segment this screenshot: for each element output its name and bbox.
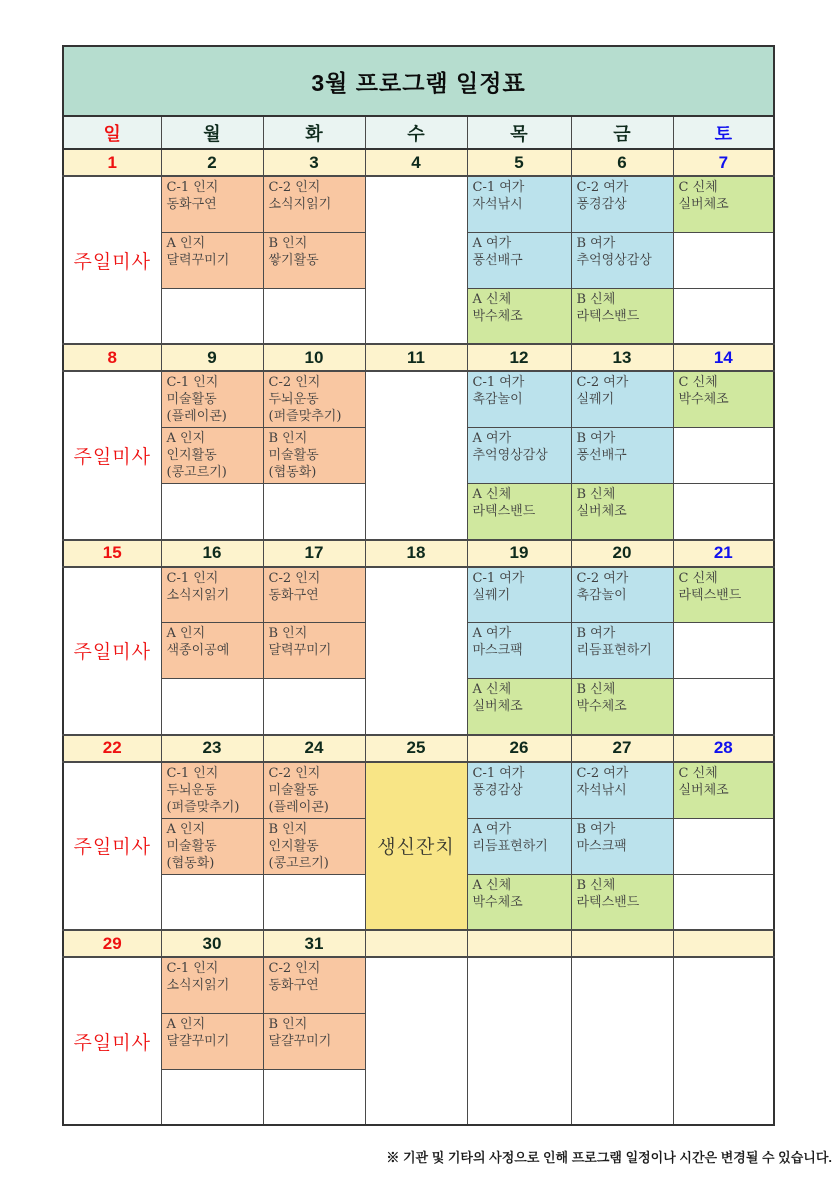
activity-text-line: B 신체 xyxy=(576,291,616,307)
activity-text-line: C-2 인지 xyxy=(268,570,321,586)
sunday-mass-cell-w4-sun xyxy=(63,762,161,931)
activity-text-line: B 여가 xyxy=(576,235,616,251)
activity-text-line: (퍼즐맞추기) xyxy=(268,409,342,424)
activity-text-line: 실버체조 xyxy=(576,504,627,519)
date-cell-w5-sat xyxy=(673,930,774,957)
activity-cell-w5-mon-r2 xyxy=(161,1013,263,1069)
activity-cell-w2-fri-r3 xyxy=(571,484,673,540)
activity-text-line: (플레이콘) xyxy=(166,409,227,424)
date-row-w3 xyxy=(63,540,774,567)
activity-text-line: A 인지 xyxy=(166,821,206,837)
activity-cell-w2-sat-r2 xyxy=(673,428,774,484)
activity-text-line: B 여가 xyxy=(576,626,616,641)
activity-cell-w1-tue-r1 xyxy=(263,176,365,232)
empty-column-cell-w5-wed xyxy=(365,957,467,1125)
activity-cell-w4-mon-r1 xyxy=(161,762,263,819)
activity-text-line: C-1 인지 xyxy=(166,375,219,390)
empty-column-cell-w5-fri xyxy=(571,957,673,1125)
activity-text-line: 동화구연 xyxy=(268,978,319,993)
activity-text-line: 인지활동 xyxy=(268,838,319,854)
sunday-mass-cell-w2-sun xyxy=(63,371,161,540)
date-cell-w2-mon: 9 xyxy=(161,344,263,371)
activity-text-line: C-2 인지 xyxy=(268,180,321,195)
activity-text-line: 풍선배구 xyxy=(576,448,627,463)
date-row-w5 xyxy=(63,930,774,957)
activity-text-line: A 신체 xyxy=(472,487,512,502)
activity-cell-w1-mon-r2 xyxy=(161,232,263,288)
page-title: 3월 프로그램 일정표 xyxy=(63,46,774,116)
date-cell-w3-sat: 21 xyxy=(673,540,774,567)
date-row-w4 xyxy=(63,735,774,762)
activity-cell-w1-tue-r2 xyxy=(263,232,365,288)
activity-text-line: B 인지 xyxy=(268,431,308,446)
weekday-header-row xyxy=(63,116,774,149)
activity-cell-w3-tue-r2 xyxy=(263,623,365,679)
activity-cell-w4-tue-r3 xyxy=(263,874,365,930)
activity-cell-w5-tue-r1 xyxy=(263,957,365,1013)
activity-cell-w4-thu-r2 xyxy=(467,818,571,874)
activity-text-line: B 인지 xyxy=(268,821,308,837)
activity-row-w4-r1 xyxy=(63,762,774,819)
date-cell-w1-wed: 4 xyxy=(365,149,467,176)
activity-text-line: 소식지읽기 xyxy=(166,587,230,603)
sunday-mass-label: 주일미사 xyxy=(73,1031,151,1054)
sunday-mass-cell-w1-sun xyxy=(63,176,161,344)
activity-cell-w1-sat-r1 xyxy=(673,176,774,232)
date-cell-w3-thu: 19 xyxy=(467,540,571,567)
activity-text-line: 달력꾸미기 xyxy=(166,252,230,268)
activity-text-line: 실버체조 xyxy=(678,197,729,212)
activity-text-line: 두뇌운동 xyxy=(166,782,217,798)
activity-text-line: 미술활동 xyxy=(268,448,319,463)
activity-text-line: 추억영상감상 xyxy=(472,448,548,463)
date-cell-w1-fri: 6 xyxy=(571,149,673,176)
activity-text-line: 쌓기활동 xyxy=(268,252,319,268)
activity-cell-w3-sat-r3 xyxy=(673,679,774,735)
activity-text-line: B 인지 xyxy=(268,1016,308,1032)
activity-text-line: A 신체 xyxy=(472,291,512,307)
calendar-table xyxy=(62,45,775,1126)
title-row xyxy=(63,46,774,116)
activity-text-line: 박수체조 xyxy=(472,308,523,324)
weekday-header-fri: 금 xyxy=(571,116,673,149)
activity-text-line: A 신체 xyxy=(472,682,512,697)
activity-text-line: C-2 여가 xyxy=(576,180,629,195)
activity-text-line: 색종이공예 xyxy=(166,643,230,658)
date-cell-w4-fri: 27 xyxy=(571,735,673,762)
activity-text-line: (협동화) xyxy=(268,465,317,480)
date-cell-w2-fri: 13 xyxy=(571,344,673,371)
activity-cell-w4-sat-r1 xyxy=(673,762,774,819)
activity-text-line: A 인지 xyxy=(166,1016,206,1032)
activity-cell-w3-thu-r3 xyxy=(467,679,571,735)
activity-cell-w1-sat-r3 xyxy=(673,288,774,344)
activity-cell-w2-fri-r1 xyxy=(571,371,673,428)
activity-cell-w1-fri-r1 xyxy=(571,176,673,232)
activity-cell-w2-thu-r3 xyxy=(467,484,571,540)
activity-text-line: B 인지 xyxy=(268,626,308,641)
activity-cell-w2-tue-r3 xyxy=(263,484,365,540)
activity-text-line: 마스크팩 xyxy=(576,838,627,854)
date-cell-w1-tue: 3 xyxy=(263,149,365,176)
activity-cell-w4-tue-r2 xyxy=(263,818,365,874)
date-cell-w4-mon: 23 xyxy=(161,735,263,762)
date-cell-w3-mon: 16 xyxy=(161,540,263,567)
empty-column-cell-w3-wed xyxy=(365,567,467,735)
date-cell-w1-thu: 5 xyxy=(467,149,571,176)
sunday-mass-cell-w3-sun xyxy=(63,567,161,735)
activity-cell-w3-thu-r2 xyxy=(467,623,571,679)
date-cell-w5-fri xyxy=(571,930,673,957)
activity-text-line: 라텍스밴드 xyxy=(576,308,640,324)
activity-text-line: 달력꾸미기 xyxy=(268,643,332,658)
activity-text-line: C-2 여가 xyxy=(576,570,629,586)
activity-cell-w3-tue-r3 xyxy=(263,679,365,735)
activity-cell-w2-thu-r2 xyxy=(467,428,571,484)
activity-cell-w4-sat-r2 xyxy=(673,818,774,874)
date-cell-w3-fri: 20 xyxy=(571,540,673,567)
activity-cell-w4-mon-r2 xyxy=(161,818,263,874)
birthday-party-cell-w4-wed xyxy=(365,762,467,931)
activity-cell-w1-mon-r3 xyxy=(161,288,263,344)
activity-cell-w1-mon-r1 xyxy=(161,176,263,232)
empty-column-cell-w1-wed xyxy=(365,176,467,344)
activity-cell-w3-mon-r2 xyxy=(161,623,263,679)
date-cell-w4-sat: 28 xyxy=(673,735,774,762)
activity-text-line: 촉감놀이 xyxy=(576,587,627,603)
activity-text-line: C-1 인지 xyxy=(166,180,219,195)
activity-text-line: C-2 인지 xyxy=(268,765,321,781)
sunday-mass-label: 주일미사 xyxy=(73,445,151,468)
activity-text-line: 미술활동 xyxy=(166,392,217,407)
activity-cell-w3-sat-r2 xyxy=(673,623,774,679)
activity-text-line: 풍선배구 xyxy=(472,252,523,268)
activity-cell-w1-thu-r1 xyxy=(467,176,571,232)
activity-cell-w2-thu-r1 xyxy=(467,371,571,428)
activity-text-line: 실버체조 xyxy=(472,699,523,714)
activity-cell-w2-mon-r2 xyxy=(161,428,263,484)
activity-cell-w3-mon-r1 xyxy=(161,567,263,623)
activity-text-line: C-2 인지 xyxy=(268,375,321,390)
activity-text-line: 리듬표현하기 xyxy=(576,643,652,658)
date-cell-w5-mon: 30 xyxy=(161,930,263,957)
activity-cell-w2-mon-r1 xyxy=(161,371,263,428)
activity-text-line: 박수체조 xyxy=(472,894,523,910)
date-cell-w5-tue: 31 xyxy=(263,930,365,957)
activity-text-line: (플레이콘) xyxy=(268,799,329,815)
date-cell-w5-thu xyxy=(467,930,571,957)
date-cell-w2-wed: 11 xyxy=(365,344,467,371)
activity-cell-w1-thu-r2 xyxy=(467,232,571,288)
activity-text-line: C-1 여가 xyxy=(472,180,525,195)
activity-text-line: B 신체 xyxy=(576,682,616,697)
activity-cell-w3-sat-r1 xyxy=(673,567,774,623)
activity-cell-w1-thu-r3 xyxy=(467,288,571,344)
activity-cell-w3-thu-r1 xyxy=(467,567,571,623)
activity-text-line: 추억영상감상 xyxy=(576,252,652,268)
activity-text-line: (퍼즐맞추기) xyxy=(166,799,240,815)
activity-text-line: 라텍스밴드 xyxy=(472,504,536,519)
activity-text-line: C 신체 xyxy=(678,180,718,195)
activity-row-w3-r1 xyxy=(63,567,774,623)
activity-text-line: 달걀꾸미기 xyxy=(268,1033,332,1049)
footer-note: ※ 기관 및 기타의 사정으로 인해 프로그램 일정이나 시간은 변경될 수 있습니다. xyxy=(386,1150,832,1165)
sunday-mass-cell-w5-sun xyxy=(63,957,161,1125)
activity-cell-w2-fri-r2 xyxy=(571,428,673,484)
activity-cell-w4-fri-r3 xyxy=(571,874,673,930)
activity-text-line: A 인지 xyxy=(166,626,206,641)
activity-cell-w5-mon-r1 xyxy=(161,957,263,1013)
activity-cell-w4-sat-r3 xyxy=(673,874,774,930)
activity-text-line: B 신체 xyxy=(576,487,616,502)
empty-column-cell-w5-thu xyxy=(467,957,571,1125)
activity-cell-w2-tue-r2 xyxy=(263,428,365,484)
activity-text-line: (콩고르기) xyxy=(268,855,329,871)
activity-text-line: 동화구연 xyxy=(166,197,217,212)
date-cell-w1-sun: 1 xyxy=(63,149,161,176)
date-cell-w1-mon: 2 xyxy=(161,149,263,176)
sunday-mass-label: 주일미사 xyxy=(73,836,151,859)
activity-text-line: (협동화) xyxy=(166,855,215,871)
date-cell-w4-sun: 22 xyxy=(63,735,161,762)
activity-cell-w2-mon-r3 xyxy=(161,484,263,540)
activity-text-line: 실버체조 xyxy=(678,782,729,798)
activity-cell-w4-thu-r3 xyxy=(467,874,571,930)
activity-cell-w3-fri-r3 xyxy=(571,679,673,735)
activity-cell-w4-mon-r3 xyxy=(161,874,263,930)
activity-cell-w4-fri-r2 xyxy=(571,818,673,874)
activity-cell-w5-tue-r2 xyxy=(263,1013,365,1069)
activity-row-w1-r1 xyxy=(63,176,774,232)
activity-text-line: 실꿰기 xyxy=(472,587,511,603)
activity-text-line: 풍경감상 xyxy=(576,197,627,212)
activity-text-line: 라텍스밴드 xyxy=(576,894,640,910)
activity-text-line: C 신체 xyxy=(678,375,718,390)
activity-text-line: B 여가 xyxy=(576,431,616,446)
activity-text-line: C-1 인지 xyxy=(166,961,219,976)
birthday-party-label: 생신잔치 xyxy=(377,836,455,859)
activity-cell-w2-sat-r1 xyxy=(673,371,774,428)
activity-text-line: C-1 인지 xyxy=(166,765,219,781)
date-row-w2 xyxy=(63,344,774,371)
march-program-calendar xyxy=(62,45,773,1126)
activity-row-w5-r1 xyxy=(63,957,774,1013)
activity-text-line: C-2 여가 xyxy=(576,375,629,390)
weekday-header-mon: 월 xyxy=(161,116,263,149)
activity-text-line: B 인지 xyxy=(268,235,308,251)
activity-text-line: C 신체 xyxy=(678,765,718,781)
activity-cell-w3-fri-r1 xyxy=(571,567,673,623)
weekday-header-thu: 목 xyxy=(467,116,571,149)
date-row-w1 xyxy=(63,149,774,176)
activity-text-line: A 여가 xyxy=(472,431,512,446)
activity-text-line: 실꿰기 xyxy=(576,392,615,407)
activity-text-line: 리듬표현하기 xyxy=(472,838,548,854)
date-cell-w2-sat: 14 xyxy=(673,344,774,371)
activity-text-line: C-1 인지 xyxy=(166,570,219,586)
activity-text-line: C-1 여가 xyxy=(472,765,525,781)
activity-text-line: 박수체조 xyxy=(678,392,729,407)
activity-cell-w1-fri-r2 xyxy=(571,232,673,288)
activity-text-line: 소식지읽기 xyxy=(268,197,332,212)
activity-text-line: A 신체 xyxy=(472,877,512,893)
date-cell-w3-tue: 17 xyxy=(263,540,365,567)
activity-text-line: 두뇌운동 xyxy=(268,392,319,407)
date-cell-w4-wed: 25 xyxy=(365,735,467,762)
activity-text-line: 박수체조 xyxy=(576,699,627,714)
activity-text-line: 풍경감상 xyxy=(472,782,523,798)
activity-text-line: A 여가 xyxy=(472,235,512,251)
activity-cell-w5-mon-r3 xyxy=(161,1069,263,1125)
activity-text-line: A 여가 xyxy=(472,626,512,641)
activity-cell-w2-tue-r1 xyxy=(263,371,365,428)
activity-text-line: 자석낚시 xyxy=(576,782,627,798)
date-cell-w2-sun: 8 xyxy=(63,344,161,371)
activity-text-line: 자석낚시 xyxy=(472,197,523,212)
date-cell-w3-sun: 15 xyxy=(63,540,161,567)
activity-text-line: 달걀꾸미기 xyxy=(166,1033,230,1049)
activity-row-w2-r1 xyxy=(63,371,774,428)
activity-cell-w5-tue-r3 xyxy=(263,1069,365,1125)
date-cell-w2-thu: 12 xyxy=(467,344,571,371)
activity-text-line: 촉감놀이 xyxy=(472,392,523,407)
activity-cell-w3-fri-r2 xyxy=(571,623,673,679)
weekday-header-tue: 화 xyxy=(263,116,365,149)
empty-column-cell-w5-sat xyxy=(673,957,774,1125)
activity-text-line: (콩고르기) xyxy=(166,465,227,480)
activity-text-line: A 여가 xyxy=(472,821,512,837)
date-cell-w1-sat: 7 xyxy=(673,149,774,176)
activity-text-line: 미술활동 xyxy=(268,782,319,798)
date-cell-w4-tue: 24 xyxy=(263,735,365,762)
date-cell-w4-thu: 26 xyxy=(467,735,571,762)
activity-cell-w3-tue-r1 xyxy=(263,567,365,623)
activity-text-line: 미술활동 xyxy=(166,838,217,854)
date-cell-w5-sun: 29 xyxy=(63,930,161,957)
weekday-header-sat: 토 xyxy=(673,116,774,149)
activity-cell-w4-tue-r1 xyxy=(263,762,365,819)
date-cell-w5-wed xyxy=(365,930,467,957)
date-cell-w3-wed: 18 xyxy=(365,540,467,567)
sunday-mass-label: 주일미사 xyxy=(73,250,151,273)
activity-text-line: C-2 인지 xyxy=(268,961,321,976)
date-cell-w2-tue: 10 xyxy=(263,344,365,371)
activity-cell-w1-sat-r2 xyxy=(673,232,774,288)
activity-text-line: 동화구연 xyxy=(268,587,319,603)
activity-cell-w1-fri-r3 xyxy=(571,288,673,344)
activity-cell-w2-sat-r3 xyxy=(673,484,774,540)
activity-text-line: 소식지읽기 xyxy=(166,978,230,993)
activity-text-line: B 신체 xyxy=(576,877,616,893)
activity-cell-w4-fri-r1 xyxy=(571,762,673,819)
empty-column-cell-w2-wed xyxy=(365,371,467,540)
activity-text-line: A 인지 xyxy=(166,431,206,446)
activity-text-line: C 신체 xyxy=(678,570,718,586)
weekday-header-sun: 일 xyxy=(63,116,161,149)
activity-text-line: C-1 여가 xyxy=(472,570,525,586)
activity-text-line: 마스크팩 xyxy=(472,643,523,658)
activity-text-line: B 여가 xyxy=(576,821,616,837)
activity-text-line: C-2 여가 xyxy=(576,765,629,781)
activity-cell-w3-mon-r3 xyxy=(161,679,263,735)
sunday-mass-label: 주일미사 xyxy=(73,641,151,663)
activity-cell-w1-tue-r3 xyxy=(263,288,365,344)
activity-text-line: A 인지 xyxy=(166,235,206,251)
weekday-header-wed: 수 xyxy=(365,116,467,149)
activity-text-line: 라텍스밴드 xyxy=(678,587,742,603)
activity-text-line: C-1 여가 xyxy=(472,375,525,390)
activity-cell-w4-thu-r1 xyxy=(467,762,571,819)
activity-text-line: 인지활동 xyxy=(166,448,217,463)
